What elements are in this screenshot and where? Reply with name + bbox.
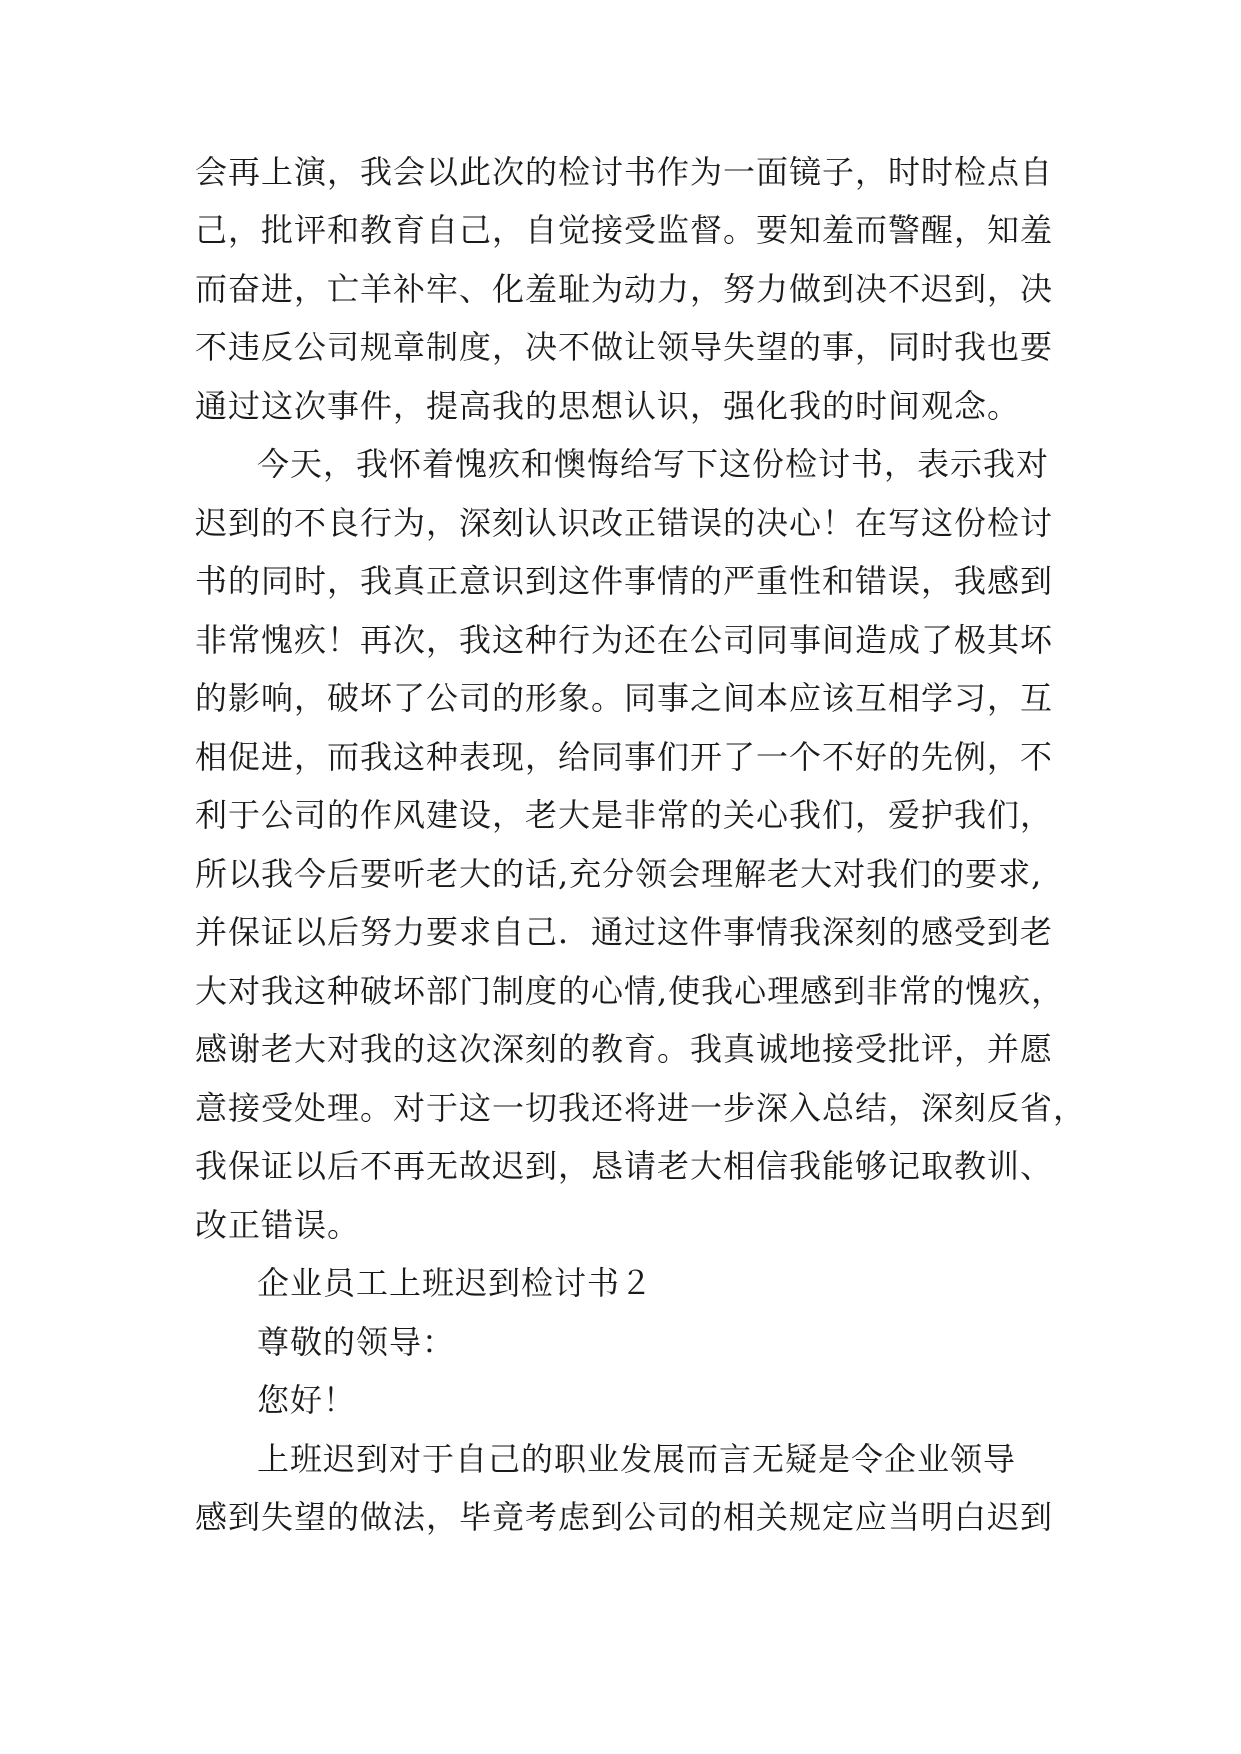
paragraph-start-line: 上班迟到对于自己的职业发展而言无疑是令企业领导 [257,1440,1017,1478]
text-line: 所以我今后要听老大的话,充分领会理解老大对我们的要求, [195,855,1043,893]
text-line: 相促进，而我这种表现，给同事们开了一个不好的先例，不 [195,738,1054,776]
paragraph-start-line: 今天，我怀着愧疚和懊悔给写下这份检讨书，表示我对 [257,445,1050,483]
text-line: 会再上演，我会以此次的检讨书作为一面镜子，时时检点自 [195,153,1054,191]
text-line: 意接受处理。对于这一切我还将进一步深入总结，深刻反省， [195,1089,1087,1127]
text-line: 并保证以后努力要求自己．通过这件事情我深刻的感受到老 [195,913,1054,951]
text-line: 迟到的不良行为，深刻认识改正错误的决心！在写这份检讨 [195,504,1054,542]
text-line: 非常愧疚！再次，我这种行为还在公司同事间造成了极其坏 [195,621,1054,659]
text-line: 不违反公司规章制度，决不做让领导失望的事，同时我也要 [195,328,1054,366]
text-line: 感到失望的做法，毕竟考虑到公司的相关规定应当明白迟到 [195,1498,1054,1536]
text-line: 大对我这种破坏部门制度的心情,使我心理感到非常的愧疚， [195,972,1065,1010]
text-line: 改正错误。 [195,1206,361,1244]
text-line: 我保证以后不再无故迟到，恳请老大相信我能够记取教训、 [195,1147,1054,1185]
section-title: 企业员工上班迟到检讨书２ [257,1264,654,1302]
greeting: 您好！ [257,1381,357,1419]
text-line: 利于公司的作风建设，老大是非常的关心我们，爱护我们， [195,796,1054,834]
text-line: 感谢老大对我的这次深刻的教育。我真诚地接受批评，并愿 [195,1030,1054,1068]
text-line: 而奋进，亡羊补牢、化羞耻为动力，努力做到决不迟到，决 [195,270,1054,308]
text-line: 己，批评和教育自己，自觉接受监督。要知羞而警醒，知羞 [195,211,1054,249]
text-line: 通过这次事件，提高我的思想认识，强化我的时间观念。 [195,387,1021,425]
salutation: 尊敬的领导： [257,1323,456,1361]
text-line: 书的同时，我真正意识到这件事情的严重性和错误，我感到 [195,562,1054,600]
text-line: 的影响，破坏了公司的形象。同事之间本应该互相学习，互 [195,679,1054,717]
